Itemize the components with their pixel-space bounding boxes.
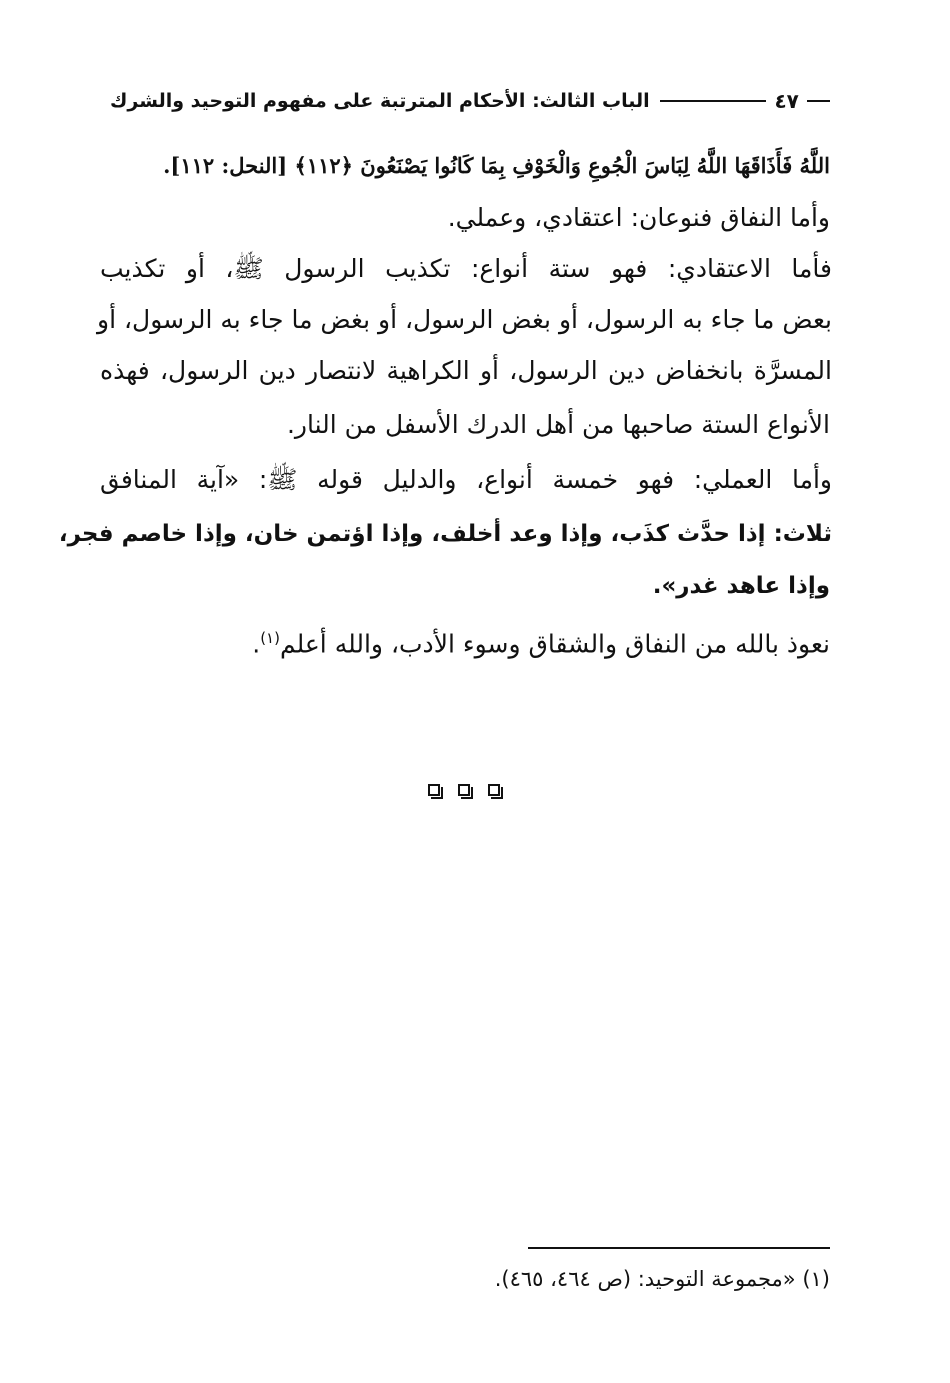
ornament-square-icon — [428, 784, 440, 796]
chapter-title: الباب الثالث: الأحكام المترتبة على مفهوم التوحيد والشرك — [110, 90, 650, 112]
running-header — [100, 86, 830, 116]
closing-period: . — [252, 629, 261, 659]
text-line: وأما العملي: فهو خمسة أنواع، والدليل قوله ﷺ: «آية المنافق — [100, 465, 832, 494]
text-line: فأما الاعتقادي: فهو ستة أنواع: تكذيب الرسول ﷺ، أو تكذيب — [100, 254, 832, 283]
ornament-square-icon — [458, 784, 470, 796]
quran-verse-line: اللَّهُ فَأَذَاقَهَا اللَّهُ لِبَاسَ الْجُوعِ وَالْخَوْفِ بِمَا كَانُوا يَصْنَعُونَ ﴿١١٢﴾ [النحل: ١١٢]. — [163, 153, 830, 178]
header-rule — [807, 100, 830, 102]
text-line: الأنواع الستة صاحبها من أهل الدرك الأسفل من النار. — [286, 410, 830, 439]
hadith-line: وإذا عاهد غدر». — [652, 573, 830, 599]
closing-text: نعوذ بالله من النفاق والشقاق وسوء الأدب، والله أعلم — [279, 629, 830, 659]
hadith-line: ثلاث: إذا حدَّث كذَب، وإذا وعد أخلف، وإذا اؤتمن خان، وإذا خاصم فجر، — [58, 521, 832, 547]
text-line: بعض ما جاء به الرسول، أو بغض الرسول، أو بغض ما جاء به الرسول، أو — [97, 305, 832, 334]
header-rule — [660, 100, 767, 102]
footnote-marker: (١) — [260, 629, 280, 647]
footnote: (١) «مجموعة التوحيد: (ص ٤٦٤، ٤٦٥). — [494, 1267, 830, 1291]
page-number: ٤٧ — [774, 89, 799, 113]
text-line: وأما النفاق فنوعان: اعتقادي، وعملي. — [447, 203, 830, 232]
ornament-square-icon — [488, 784, 500, 796]
section-end-ornament — [428, 784, 500, 800]
footnote-rule — [528, 1247, 830, 1249]
text-line: المسرَّة بانخفاض دين الرسول، أو الكراهية لانتصار دين الرسول، فهذه — [100, 356, 832, 385]
closing-line — [252, 618, 830, 664]
